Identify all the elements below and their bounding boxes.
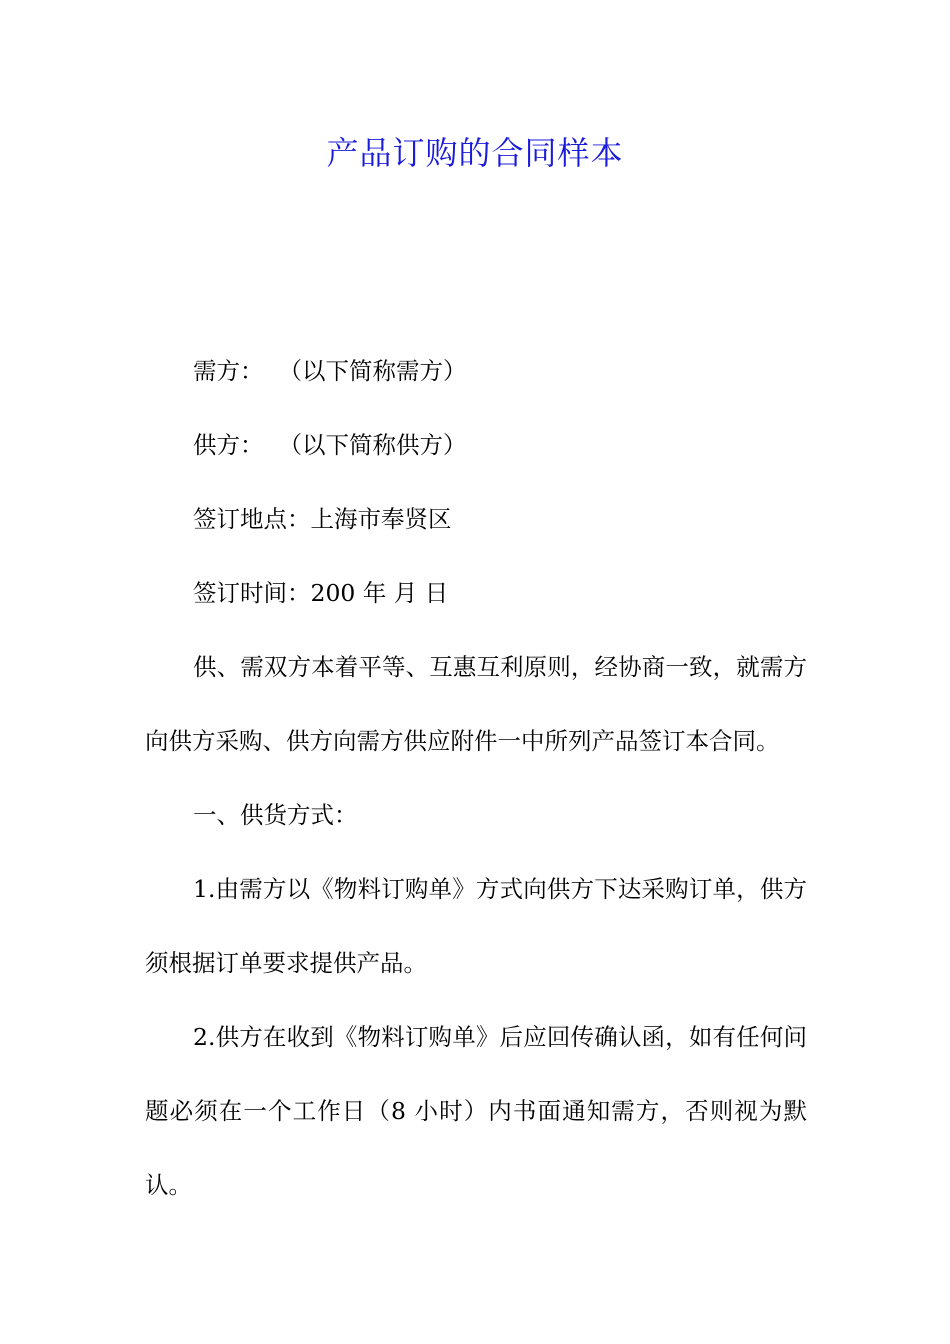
clause-1: 1.由需方以《物料订购单》方式向供方下达采购订单，供方须根据订单要求提供产品。 bbox=[145, 875, 807, 977]
clause-2: 2.供方在收到《物料订购单》后应回传确认函，如有任何问题必须在一个工作日（8 小时）内书面通知需方，否则视为默认。 bbox=[145, 1023, 807, 1199]
paragraph-supplier: 供方： （以下简称供方） bbox=[193, 431, 467, 459]
paragraph-signing-place: 签订地点：上海市奉贤区 bbox=[193, 505, 452, 533]
document-title: 产品订购的合同样本 bbox=[326, 134, 624, 172]
paragraph-buyer: 需方： （以下简称需方） bbox=[193, 357, 467, 385]
paragraph-signing-date: 签订时间：200 年 月 日 bbox=[193, 579, 449, 607]
section-heading-supply-method: 一、供货方式： bbox=[193, 801, 358, 829]
document-body bbox=[145, 334, 807, 1222]
paragraph-preamble: 供、需双方本着平等、互惠互利原则，经协商一致，就需方向供方采购、供方向需方供应附件一中所列产品签订本合同。 bbox=[145, 653, 807, 755]
